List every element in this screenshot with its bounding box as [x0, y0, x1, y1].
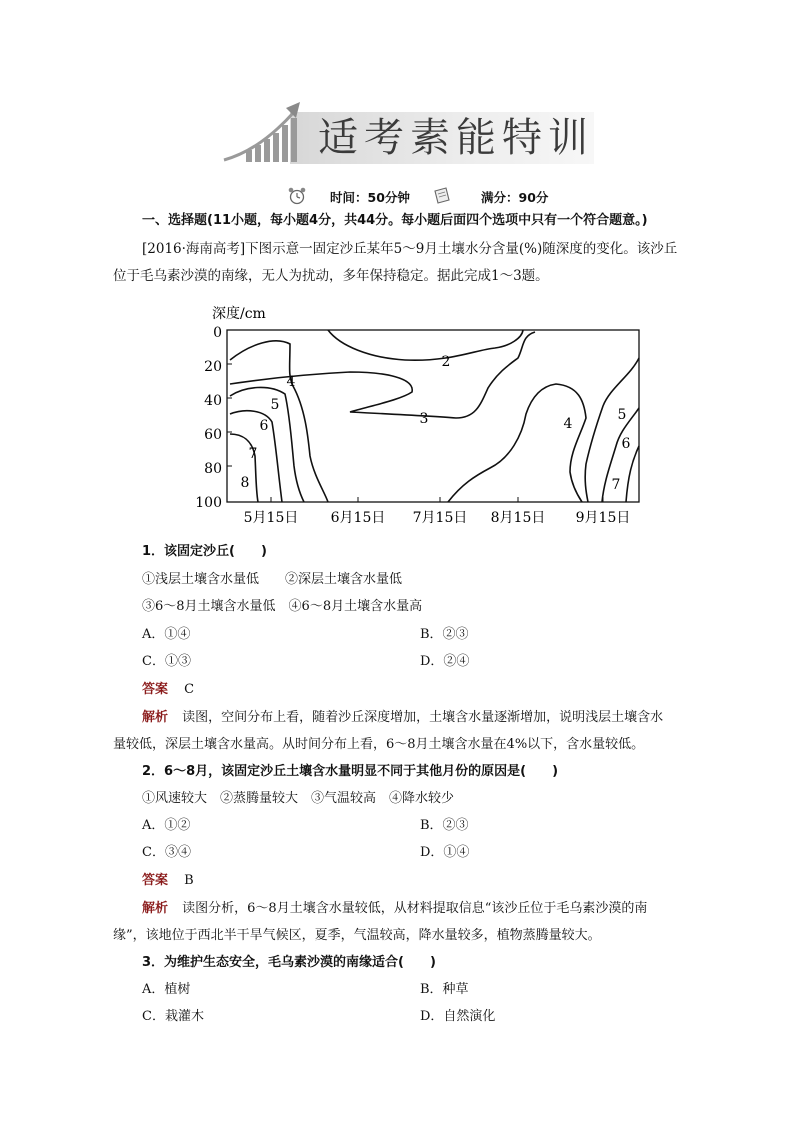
section-heading: 一、选择题(11小题，每小题4分，共44分。每小题后面四个选项中只有一个符合题意。)	[142, 213, 648, 228]
x-tick-label: 7月15日	[412, 510, 468, 526]
option-a: A．①②	[142, 818, 191, 833]
contour-line-7-left	[230, 434, 258, 502]
contour-line-4-right	[448, 384, 586, 502]
analysis-text: 读图分析，6～8月土壤含水量较低，从材料提取信息“该沙丘位于毛乌素沙漠的南	[182, 901, 648, 916]
soil-moisture-chart	[190, 296, 650, 534]
contour-label: 4	[286, 374, 296, 390]
contour-label: 5	[617, 407, 627, 423]
alarm-clock-icon	[287, 186, 307, 206]
y-tick-label: 60	[204, 427, 222, 443]
page-title: 适考素能特训	[318, 115, 594, 161]
x-tick-label: 8月15日	[490, 510, 546, 526]
y-tick-label: 40	[204, 393, 222, 409]
title-banner	[222, 98, 594, 168]
contour-label: 8	[240, 475, 250, 491]
answer-value: C	[184, 682, 195, 697]
option-c: C．①③	[142, 654, 191, 669]
intro-line-1: [2016·海南高考]下图示意一固定沙丘某年5～9月土壤水分含量(%)随深度的变化。该沙丘	[142, 241, 678, 257]
option-d: D．②④	[420, 654, 470, 669]
answer-label: 答案	[142, 873, 169, 888]
analysis-line-1	[142, 896, 647, 922]
score-sheet-icon	[432, 186, 452, 206]
question-2-statement: ①风速较大 ②蒸腾量较大 ③气温较高 ④降水较少	[142, 791, 455, 806]
contour-lines	[230, 330, 639, 502]
contour-line-2	[328, 330, 523, 360]
option-b: B．种草	[420, 982, 469, 997]
contour-label: 2	[441, 354, 451, 370]
contour-label: 3	[419, 411, 429, 427]
time-limit: 时间：50分钟	[330, 190, 410, 205]
analysis-line-1	[142, 705, 663, 731]
y-tick-label: 20	[204, 359, 222, 375]
y-axis-label: 深度/cm	[212, 306, 266, 322]
contour-label: 6	[259, 418, 269, 434]
option-b: B．②③	[420, 818, 469, 833]
question-3-stem: 3．为维护生态安全，毛乌素沙漠的南缘适合( )	[142, 955, 436, 970]
y-tick-label: 0	[213, 325, 222, 341]
answer-line	[142, 677, 194, 703]
analysis-line-2: 量较低，深层土壤含水量高。从时间分布上看，6～8月土壤含水量在4%以下，含水量较低。	[113, 737, 645, 752]
answer-line	[142, 868, 194, 894]
y-tick-label: 80	[204, 461, 222, 477]
y-tick-label: 100	[195, 495, 222, 511]
contour-label: 4	[563, 416, 573, 432]
intro-line-2: 位于毛乌素沙漠的南缘，无人为扰动，多年保持稳定。据此完成1～3题。	[113, 268, 549, 284]
growth-chart-icon	[222, 98, 312, 168]
option-c: C．栽灌木	[142, 1009, 204, 1024]
contour-label: 6	[621, 436, 631, 452]
option-d: D．自然演化	[420, 1009, 496, 1024]
answer-label: 答案	[142, 682, 169, 697]
contour-label: 7	[248, 446, 258, 462]
x-tick-label: 5月15日	[243, 510, 299, 526]
contour-label: 5	[270, 397, 280, 413]
analysis-label: 解析	[142, 710, 169, 725]
contour-line-7-right	[626, 446, 639, 502]
option-a: A．植树	[142, 982, 191, 997]
question-2-stem: 2．6～8月，该固定沙丘土壤含水量明显不同于其他月份的原因是( )	[142, 764, 559, 779]
option-a: A．①④	[142, 627, 191, 642]
option-d: D．①④	[420, 845, 470, 860]
question-1-statement: ①浅层土壤含水量低 ②深层土壤含水量低	[142, 572, 403, 587]
option-c: C．③④	[142, 845, 191, 860]
analysis-text: 读图，空间分布上看，随着沙丘深度增加，土壤含水量逐渐增加，说明浅层土壤含水	[182, 710, 664, 725]
analysis-label: 解析	[142, 901, 169, 916]
analysis-line-2: 缘”，该地位于西北半干旱气候区，夏季，气温较高，降水量较多，植物蒸腾量较大。	[113, 928, 601, 943]
exam-meta	[0, 186, 794, 208]
x-tick-label: 6月15日	[330, 510, 386, 526]
full-score: 满分：90分	[481, 190, 549, 205]
x-tick-label: 9月15日	[575, 510, 631, 526]
contour-label: 7	[611, 477, 621, 493]
answer-value: B	[184, 873, 194, 888]
option-b: B．②③	[420, 627, 469, 642]
question-1-statement: ③6～8月土壤含水量低 ④6～8月土壤含水量高	[142, 599, 423, 614]
question-1-stem: 1．该固定沙丘( )	[142, 544, 267, 559]
